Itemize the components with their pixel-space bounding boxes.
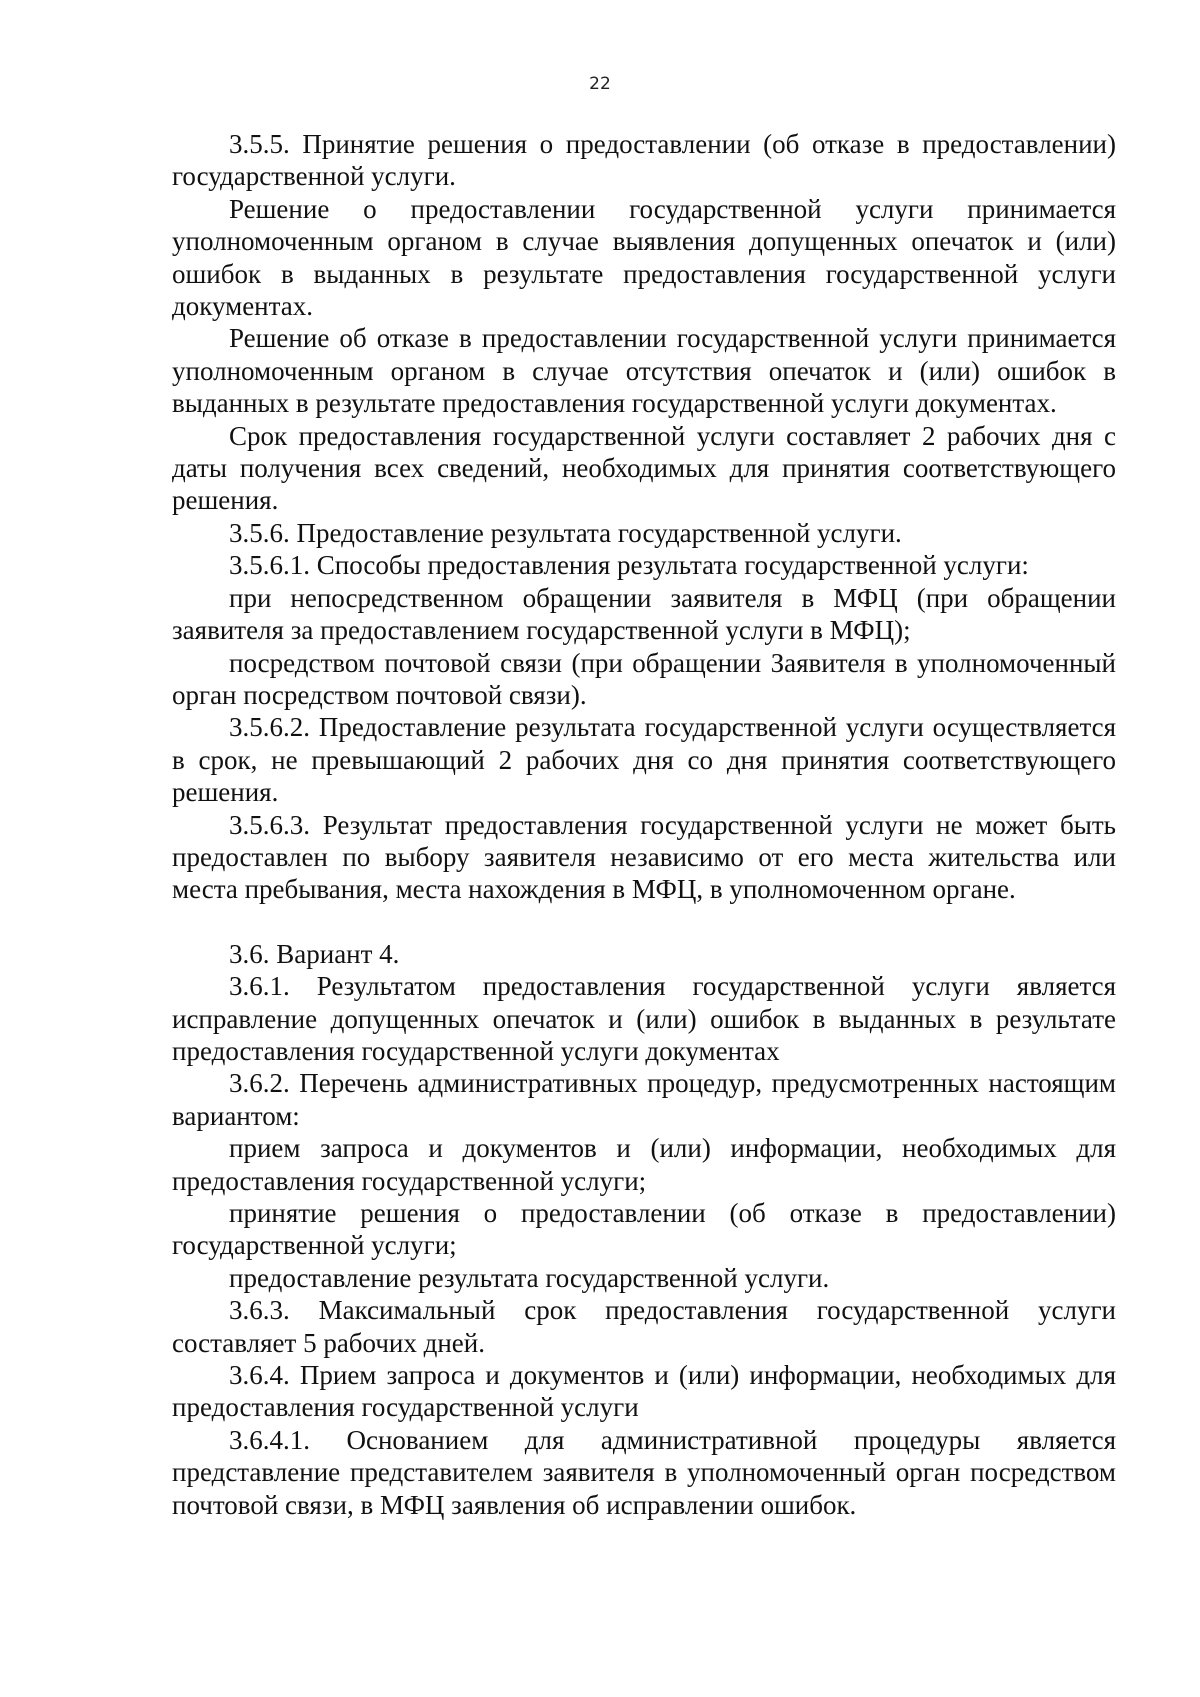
paragraph-method-post: посредством почтовой связи (при обращении Заявителя в уполномоченный орган посредством почтовой связи). xyxy=(172,647,1116,710)
paragraph-3-6-4-1: 3.6.4.1. Основанием для административной процедуры является представление представителем заявителя в уполномоченный орган посредством почтовой связи, в МФЦ заявления об исправлении ошибок. xyxy=(172,1424,1116,1520)
paragraph-3-6-1: 3.6.1. Результатом предоставления государственной услуги является исправление допущенных опечаток и (или) ошибок в выданных в результате предоставления государственной услуги документах xyxy=(172,971,1116,1066)
paragraph-procedure-decision: принятие решения о предоставлении (об отказе в предоставлении) государственной услуги; xyxy=(172,1198,1116,1261)
paragraph-decision-term: Срок предоставления государственной услуги составляет 2 рабочих дня с даты получения всех сведений, необходимых для принятия соответствующего решения. xyxy=(172,420,1116,516)
document-body xyxy=(172,128,1116,1521)
paragraph-3-6-4: 3.6.4. Прием запроса и документов и (или) информации, необходимых для предоставления государственной услуги xyxy=(172,1360,1116,1423)
paragraph-3-6-3: 3.6.3. Максимальный срок предоставления государственной услуги составляет 5 рабочих дней. xyxy=(172,1295,1116,1358)
paragraph-3-6-2: 3.6.2. Перечень административных процедур, предусмотренных настоящим вариантом: xyxy=(172,1068,1116,1131)
paragraph-procedure-result: предоставление результата государственной услуги. xyxy=(229,1262,830,1293)
paragraph-decision-grant: Решение о предоставлении государственной услуги принимается уполномоченным органом в случае выявления допущенных опечаток и (или) ошибок в выданных в результате предоставления государственной услуги документах. xyxy=(172,193,1116,322)
paragraph-3-6-heading: 3.6. Вариант 4. xyxy=(229,938,400,969)
paragraph-3-5-6-1: 3.5.6.1. Способы предоставления результата государственной услуги: xyxy=(229,550,1029,581)
paragraph-3-5-6-2: 3.5.6.2. Предоставление результата государственной услуги осуществляется в срок, не превышающий 2 рабочих дня со дня принятия соответствующего решения. xyxy=(172,712,1116,808)
paragraph-procedure-intake: прием запроса и документов и (или) информации, необходимых для предоставления государственной услуги; xyxy=(172,1133,1116,1196)
page-number: 22 xyxy=(589,74,611,94)
paragraph-3-5-6-3: 3.5.6.3. Результат предоставления государственной услуги не может быть предоставлен по выбору заявителя независимо от его места жительства или места пребывания, места нахождения в МФЦ, в уполномоченном органе. xyxy=(172,809,1116,905)
paragraph-decision-refusal: Решение об отказе в предоставлении государственной услуги принимается уполномоченным органом в случае отсутствия опечаток и (или) ошибок в выданных в результате предоставления государственной услуги документах. xyxy=(172,323,1116,419)
paragraph-3-5-5-heading: 3.5.5. Принятие решения о предоставлении (об отказе в предоставлении) государственной услуги. xyxy=(172,129,1116,192)
paragraph-3-5-6-heading: 3.5.6. Предоставление результата государственной услуги. xyxy=(229,517,902,548)
paragraph-method-mfc: при непосредственном обращении заявителя в МФЦ (при обращении заявителя за предоставлением государственной услуги в МФЦ); xyxy=(172,582,1116,646)
